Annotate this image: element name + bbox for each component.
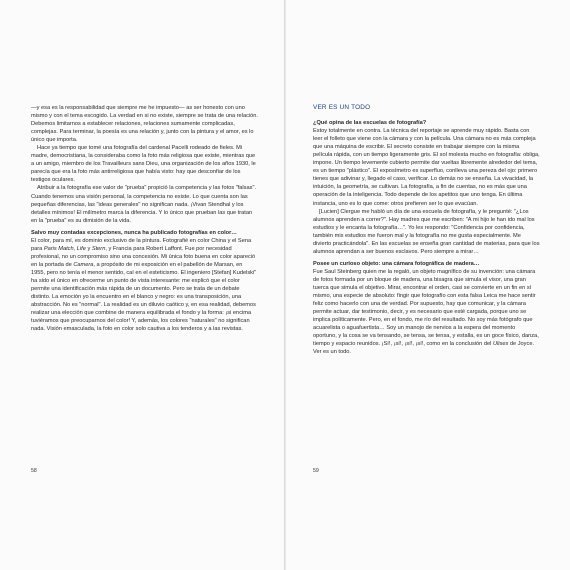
left-page	[0, 0, 284, 570]
left-page-text-column	[31, 104, 258, 333]
page-number-left: 58	[31, 468, 37, 474]
interview-question-wooden-camera: Posee un curioso objeto: una cámara fotográfica de madera…	[313, 260, 480, 267]
interview-answer-wooden-camera: Fue Saul Steinberg quien me la regaló, un objeto magnífico de su invención: una cámara de fotos formada por un bloque de madera, una bisagra que simula el visor, una gran tuerca que simula el objetivo. Mirar, encontrar el orden, casi se convierte en un fin en sí mismo, una especie de absoluto: fingir que fotografío con esta falsa Leica me hace sentir feliz como hacerlo con una de verdad. Por supuesto, hay que comunicar, y la cámara permite actuar, dar testimonio, decir, y es necesario que esté cargada, porque uno se implica políticamente. Pero, en el fondo, me río del resultado. No soy más fotógrafo que acuarelista o aguafuertista… Soy un manojo de nervios a la espera del momento oportuno, y la cosa se va tensando, se tensa, se tensa, y estalla, es un goce físico, danza, tiempo y espacio reunidos. ¡Sí!, ¡sí!, ¡sí!, ¡sí!, como en la conclusión del Ulises de Joyce. Ver es un todo.	[313, 268, 539, 356]
section-heading: VER ES UN TODO	[313, 104, 371, 111]
right-page	[286, 0, 570, 570]
right-page-text-column	[313, 104, 540, 356]
left-paragraph-2: Hace ya tiempo que tomé una fotografía del cardenal Pacelli rodeado de fieles. Mi madre, democristiana, la consideraba como la foto más religiosa que existe, mientras que a un amigo, miembro de los Travailleurs sans Dieu, una organización de los años 1930, le parecía que era la foto más antirreligiosa que había visto: hay que desconfiar de los testigos oculares.	[31, 145, 256, 184]
interview-answer-color: El color, para mí, es dominio exclusivo de la pintura. Fotografié en color China y el Sena para Paris Match, Life y Stern, y Francia para Robert Laffont. Fue por necesidad profesional, no un compromiso sino una concesión. Mi única foto buena en color apareció en la portada de Camera, a propósito de mi exposición en el pabellón de Marsan, en 1955, pero no tenía el menor sentido, caí en el esteticismo. El ingeniero [Stefan] Kudelski" ha sido el único en ofrecerme un punto de vista interesante: me explicó que el color permite una identificación más rápida de un documento. Pero se trata de un debate distinto. La emoción yo la encuentro en el blanco y negro: es una transposición, una abstracción. No es "normal". La realidad es un diluvio caótico y, en esa realidad, debemos realizar una elección que combine de manera equilibrada el fondo y la forma: ¡si encima tuviéramos que preocuparnos del color! Y, además, los colores "naturales" no significan nada. Visión emasculada, la foto en color solo cautiva a los tenderos y a las revistas.	[31, 237, 257, 333]
left-paragraph-1: —y esa es la responsabilidad que siempre me he impuesto— as ser honesto con uno mismo y con el tema escogido. La verdad en si no existe, siempre se trata de una relación. Debemos limitarnos a establecer relaciones, relaciones sumamente complicadas, complejas. Para terminar, la poesía es una relación y, junto con la pintura y el amor, es lo único que importa.	[31, 105, 258, 144]
interview-question-color: Salvo muy contadas excepciones, nunca ha publicado fotografías en color…	[31, 229, 237, 236]
interview-question-schools: ¿Qué opina de las escuelas de fotografía?	[313, 120, 427, 127]
left-paragraph-3: Atribuir a la fotografía ese valor de "prueba" propició la competencia y las fotos "falsas". Cuando tenemos una visión personal, la competencia no existe. Lo que cuenta son las pequeñas diferencias, las "ideas generales" no significan nada. ¡Vivan Stendhal y los detalles mínimos! El milímetro marca la diferencia. Y lo único que prueban las que tratan en la "prueba" es su dimisión de la vida.	[31, 185, 257, 224]
interview-answer-schools-cont: [Lucien] Clergue me habló un día de una escuela de fotografía, y le pregunté: "¿Los alumnos aprenden a correr?". Hay madres que me escriben: "A mi hijo le han ido mal los estudios y le encanta la fotografía…". Yo les respondo: "Confidencia por confidencia, también mis estudios me fueron mal y la fotografía no me gusta especialmente. Me divierto practicándola". En las escuelas se enseña gran cantidad de materias, para que los alumnos aprendan a ser buenos esclavos. Pero siempre a mirar…	[313, 208, 540, 255]
page-number-right: 59	[313, 468, 319, 474]
interview-answer-schools: Estoy totalmente en contra. La técnica del reportaje se aprende muy rápido. Basta con leer el folleto que viene con la cámara y con la película. Una cámara no es más compleja que una máquina de escribir. El secreto consiste en trabajar siempre con la misma película rápida, con un tiempo ligeramente gris. El sol molesta mucho en fotografía: obliga, imponе. Un tiempo levemente cubierto permite dar vueltas libremente alrededor del tema, es un tiempo "plástico". El exposímetro es superfluo, conlleva una pereza del ojo: primero tienes que adivinar y, llegado el caso, verificar. Lo demás no se enseña. La vivacidad, la intuición, la geometría, se cultivan. La fotografía, a fin de cuentas, no es más que una operación de la inteligencia. Todo depende de los apetitos que uno tenga. En última instancia, uno es lo que come: otros prefieren ser lo que evacúan.	[313, 128, 540, 207]
